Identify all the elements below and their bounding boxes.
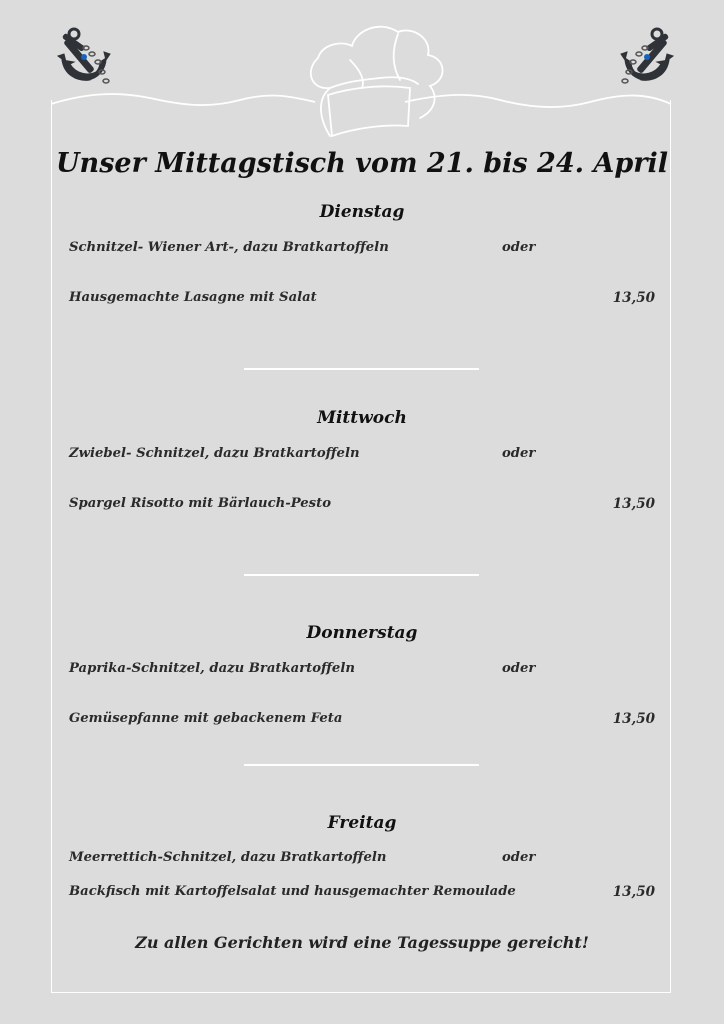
dish-option-1: Paprika-Schnitzel, dazu Bratkartoffeln (69, 661, 355, 676)
dish-option-2: Gemüsepfanne mit gebackenem Feta (69, 711, 343, 726)
price: 13,50 (612, 496, 655, 512)
dish-option-2: Backfisch mit Kartoffelsalat und hausgemachter Remoulade (69, 884, 516, 899)
dish-option-1: Schnitzel- Wiener Art-, dazu Bratkartoffeln (69, 240, 389, 255)
dish-option-1: Zwiebel- Schnitzel, dazu Bratkartoffeln (69, 446, 360, 461)
day-heading: Dienstag (319, 202, 405, 222)
divider (244, 368, 479, 370)
page-title: Unser Mittagstisch vom 21. bis 24. April (56, 148, 668, 179)
day-heading: Mittwoch (317, 408, 407, 428)
anchor-icon (617, 26, 677, 88)
anchor-icon (54, 26, 114, 88)
dish-option-2: Hausgemachte Lasagne mit Salat (69, 290, 317, 305)
divider (244, 764, 479, 766)
dish-option-1: Meerrettich-Schnitzel, dazu Bratkartoffeln (69, 850, 387, 865)
price: 13,50 (612, 884, 655, 900)
or-label: oder (502, 446, 536, 461)
divider (244, 574, 479, 576)
dish-option-2: Spargel Risotto mit Bärlauch-Pesto (69, 496, 331, 511)
or-label: oder (502, 240, 536, 255)
price: 13,50 (612, 711, 655, 727)
day-heading: Freitag (327, 813, 397, 833)
price: 13,50 (612, 290, 655, 306)
or-label: oder (502, 850, 536, 865)
soup-note: Zu allen Gerichten wird eine Tagessuppe gereicht! (135, 933, 589, 952)
day-heading: Donnerstag (306, 623, 418, 643)
or-label: oder (502, 661, 536, 676)
